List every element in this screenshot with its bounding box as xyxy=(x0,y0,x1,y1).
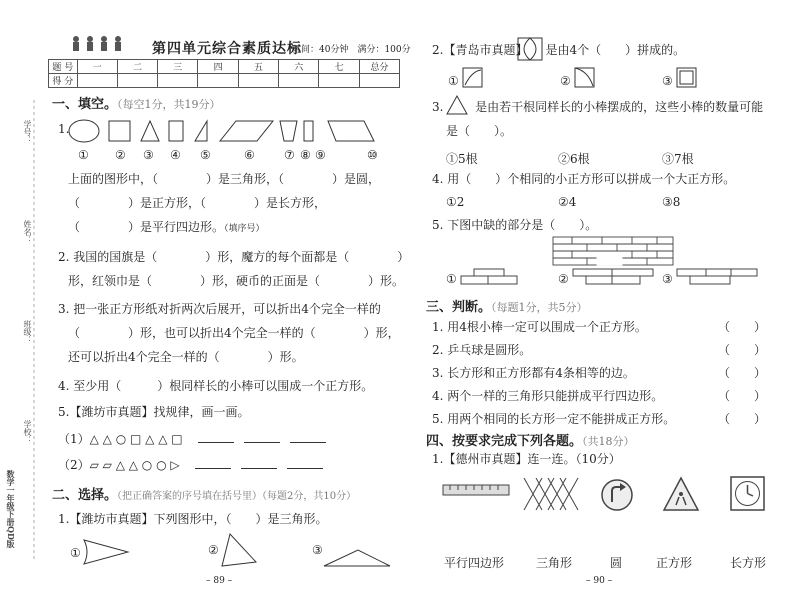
match-label-rectangle[interactable]: 长方形 xyxy=(730,556,767,570)
c2-text: 2.【青岛市真题】 是由4个（ ）拼成的。 xyxy=(432,43,686,57)
c2-option-3[interactable]: ③ xyxy=(662,74,673,88)
score-cell[interactable] xyxy=(158,74,198,88)
gutter-school: 学校： xyxy=(23,420,32,444)
match-label-circle[interactable]: 圆 xyxy=(610,556,623,570)
score-table-header: 六 xyxy=(279,60,319,74)
judge-item-3: 3. 长方形和正方形都有4条相等的边。 xyxy=(432,366,635,380)
c2-option-2-shape xyxy=(574,67,596,89)
c5-option-3[interactable]: ③ xyxy=(662,272,673,286)
section-2-label: 二、选择。 xyxy=(52,488,118,503)
c2-option-3-shape xyxy=(676,67,698,89)
c4-option-1[interactable]: ①2 xyxy=(446,195,465,209)
c5-option-3-shape xyxy=(676,268,760,286)
q5-2-pattern xyxy=(58,458,326,472)
thin-rectangle-icon xyxy=(304,121,313,141)
c2-option-1[interactable]: ① xyxy=(448,74,459,88)
time-score-label: 时间：40分钟 满分：100分 xyxy=(292,45,411,55)
section-4-title xyxy=(426,430,635,449)
answer-blank[interactable] xyxy=(241,458,277,469)
q1-number: 1. xyxy=(58,122,70,136)
lattice-fence-icon xyxy=(522,476,582,512)
shape-label: ④ xyxy=(170,148,181,162)
answer-blank[interactable] xyxy=(244,432,280,443)
ellipse-icon xyxy=(69,120,99,142)
rectangle-icon xyxy=(169,121,183,141)
c5-option-2[interactable]: ② xyxy=(558,272,569,286)
score-table-header: 总分 xyxy=(359,60,399,74)
score-cell[interactable] xyxy=(279,74,319,88)
triangle-icon xyxy=(141,121,159,141)
answer-blank[interactable] xyxy=(290,432,326,443)
judge-answer[interactable]: （ ） xyxy=(718,320,767,334)
answer-blank[interactable] xyxy=(195,458,231,469)
c1-option-2-label[interactable]: ② xyxy=(208,543,219,557)
score-table-header: 一 xyxy=(77,60,117,74)
q1-line-2: （ ）是正方形，（ ）是长方形， xyxy=(68,196,327,210)
c1-option-3-label[interactable]: ③ xyxy=(312,543,323,557)
score-row-label: 得 分 xyxy=(49,74,78,88)
shape-label: ⑤ xyxy=(200,148,211,162)
binding-gutter xyxy=(0,0,40,603)
gutter-student-id: 学号： xyxy=(23,120,32,144)
q1-line-3 xyxy=(68,220,265,236)
c2-option-1-shape xyxy=(462,67,484,89)
q3-line-1: 3. 把一张正方形纸对折两次后展开，可以折出4个完全一样的 xyxy=(58,302,381,316)
shape-label: ⑧ xyxy=(300,148,311,162)
match-label-triangle[interactable]: 三角形 xyxy=(536,556,573,570)
judge-answer[interactable]: （ ） xyxy=(718,412,767,426)
match-label-parallelogram[interactable]: 平行四边形 xyxy=(444,556,505,570)
c5-option-1[interactable]: ① xyxy=(446,272,457,286)
right-triangle-icon xyxy=(195,121,207,141)
section-1-note: （每空1分，共19分） xyxy=(117,98,221,111)
page-title: 第四单元综合素质达标 xyxy=(152,41,302,57)
score-cell[interactable] xyxy=(238,74,278,88)
shape-label: ⑩ xyxy=(367,148,378,162)
c3-option-2[interactable]: ②6根 xyxy=(558,152,590,166)
m1-text: 1.【德州市真题】连一连。（10分） xyxy=(432,452,621,466)
section-3-label: 三、判断。 xyxy=(426,300,492,315)
c1-option-1-label[interactable]: ① xyxy=(70,546,81,560)
answer-blank[interactable] xyxy=(198,432,234,443)
shape-label: ③ xyxy=(143,148,154,162)
shape-label: ② xyxy=(115,148,126,162)
judge-item-1: 1. 用4根小棒一定可以围成一个正方形。 xyxy=(432,320,647,334)
shape-label: ⑦ xyxy=(284,148,295,162)
q2-line-2: 形，红领巾是（ ）形，硬币的正面是（ ）形。 xyxy=(68,274,405,288)
match-label-square[interactable]: 正方形 xyxy=(656,556,693,570)
q5-2-pattern-text: （2）▱ ▱ △ △ ○ ○ ▷ xyxy=(58,458,180,472)
section-1-title xyxy=(52,93,221,112)
parallelogram-2-icon xyxy=(328,121,374,141)
section-4-note: （共18分） xyxy=(582,435,635,448)
q1-shapes xyxy=(68,118,398,146)
score-cell[interactable] xyxy=(117,74,157,88)
c1-option-1-shape xyxy=(82,538,132,566)
c5-text: 5. 下图中缺的部分是（ ）。 xyxy=(432,218,598,232)
c3-triangle-icon xyxy=(446,94,470,116)
c5-brick-wall-figure xyxy=(552,236,674,266)
c5-option-1-shape xyxy=(460,268,520,286)
section-3-note: （每题1分，共5分） xyxy=(491,301,588,314)
shape-label: ① xyxy=(78,148,89,162)
c3-option-1[interactable]: ①5根 xyxy=(446,152,478,166)
score-table-header: 七 xyxy=(319,60,359,74)
c4-option-2[interactable]: ②4 xyxy=(558,195,577,209)
trapezoid-icon xyxy=(280,121,297,141)
c3-line-2: 是（ ）。 xyxy=(446,124,513,138)
judge-answer[interactable]: （ ） xyxy=(718,389,767,403)
q1-line-3-text: （ ）是平行四边形。 xyxy=(68,220,225,234)
c4-text: 4. 用（ ）个相同的小正方形可以拼成一个大正方形。 xyxy=(432,172,736,186)
page-number-90: – 90 – xyxy=(586,576,613,586)
shape-label: ⑨ xyxy=(315,148,326,162)
ruler-icon xyxy=(442,484,512,496)
score-table-header: 五 xyxy=(238,60,278,74)
q5-1-pattern-text: （1）△ △ ○ □ △ △ □ xyxy=(58,432,183,446)
q3-line-3: 还可以折出4个完全一样的（ ）形。 xyxy=(68,350,304,364)
gutter-book-name: 数学一年级下册QD版 xyxy=(6,470,16,548)
q3-line-2: （ ）形，也可以折出4个完全一样的（ ）形， xyxy=(68,326,400,340)
section-4-label: 四、按要求完成下列各题。 xyxy=(426,434,583,449)
score-cell[interactable] xyxy=(319,74,359,88)
judge-item-4: 4. 两个一样的三角形只能拼成平行四边形。 xyxy=(432,389,664,403)
gutter-name: 姓名： xyxy=(23,220,32,244)
score-table-header: 题 号 xyxy=(49,60,78,74)
judge-item-5: 5. 用两个相同的长方形一定不能拼成正方形。 xyxy=(432,412,676,426)
score-table-header: 三 xyxy=(158,60,198,74)
c5-option-2-shape xyxy=(572,268,656,286)
square-icon xyxy=(109,121,130,141)
q2-line-1: 2. 我国的国旗是（ ）形，魔方的每个面都是（ ） xyxy=(58,250,410,264)
page-number-89: – 89 – xyxy=(206,576,233,586)
section-2-note: （把正确答案的序号填在括号里）（每题2分，共10分） xyxy=(117,491,357,502)
score-table-header: 四 xyxy=(198,60,238,74)
section-2-title xyxy=(52,484,356,503)
judge-answer[interactable]: （ ） xyxy=(718,366,767,380)
section-1-label: 一、填空。 xyxy=(52,97,118,112)
q5-text: 5.【潍坊市真题】找规律，画一画。 xyxy=(58,405,250,419)
gutter-class: 班级： xyxy=(23,320,32,344)
score-cell[interactable] xyxy=(77,74,117,88)
c3-line-1: 3. 是由若干根同样长的小棒摆成的，这些小棒的数量可能 xyxy=(432,100,764,114)
c1-text: 1.【潍坊市真题】下列图形中，（ ）是三角形。 xyxy=(58,512,328,526)
score-cell[interactable] xyxy=(359,74,399,88)
judge-item-2: 2. 乒乓球是圆形。 xyxy=(432,343,532,357)
score-table-header: 二 xyxy=(117,60,157,74)
c3-option-3[interactable]: ③7根 xyxy=(662,152,694,166)
answer-blank[interactable] xyxy=(287,458,323,469)
round-traffic-sign-icon xyxy=(600,478,634,512)
shape-label: ⑥ xyxy=(244,148,255,162)
judge-answer[interactable]: （ ） xyxy=(718,343,767,357)
c2-composite-shape-icon xyxy=(517,37,545,61)
score-table xyxy=(48,59,400,88)
triangle-warning-sign-icon xyxy=(662,476,700,512)
q1-line-1: 上面的图形中，（ ）是三角形，（ ）是圆， xyxy=(68,172,381,186)
c1-option-3-shape xyxy=(322,546,392,568)
q4-text: 4. 至少用（ ）根同样长的小棒可以围成一个正方形。 xyxy=(58,379,374,393)
section-3-title xyxy=(426,296,588,315)
square-clock-icon xyxy=(730,476,766,512)
c1-option-2-shape xyxy=(220,532,260,568)
parallelogram-icon xyxy=(220,121,273,141)
c2-option-2[interactable]: ② xyxy=(560,74,571,88)
right-page xyxy=(400,0,800,603)
q1-fill-hint: （填序号） xyxy=(224,224,265,234)
score-cell[interactable] xyxy=(198,74,238,88)
c4-option-3[interactable]: ③8 xyxy=(662,195,681,209)
q5-1-pattern xyxy=(58,432,329,446)
kids-decoration-icon xyxy=(70,34,132,56)
